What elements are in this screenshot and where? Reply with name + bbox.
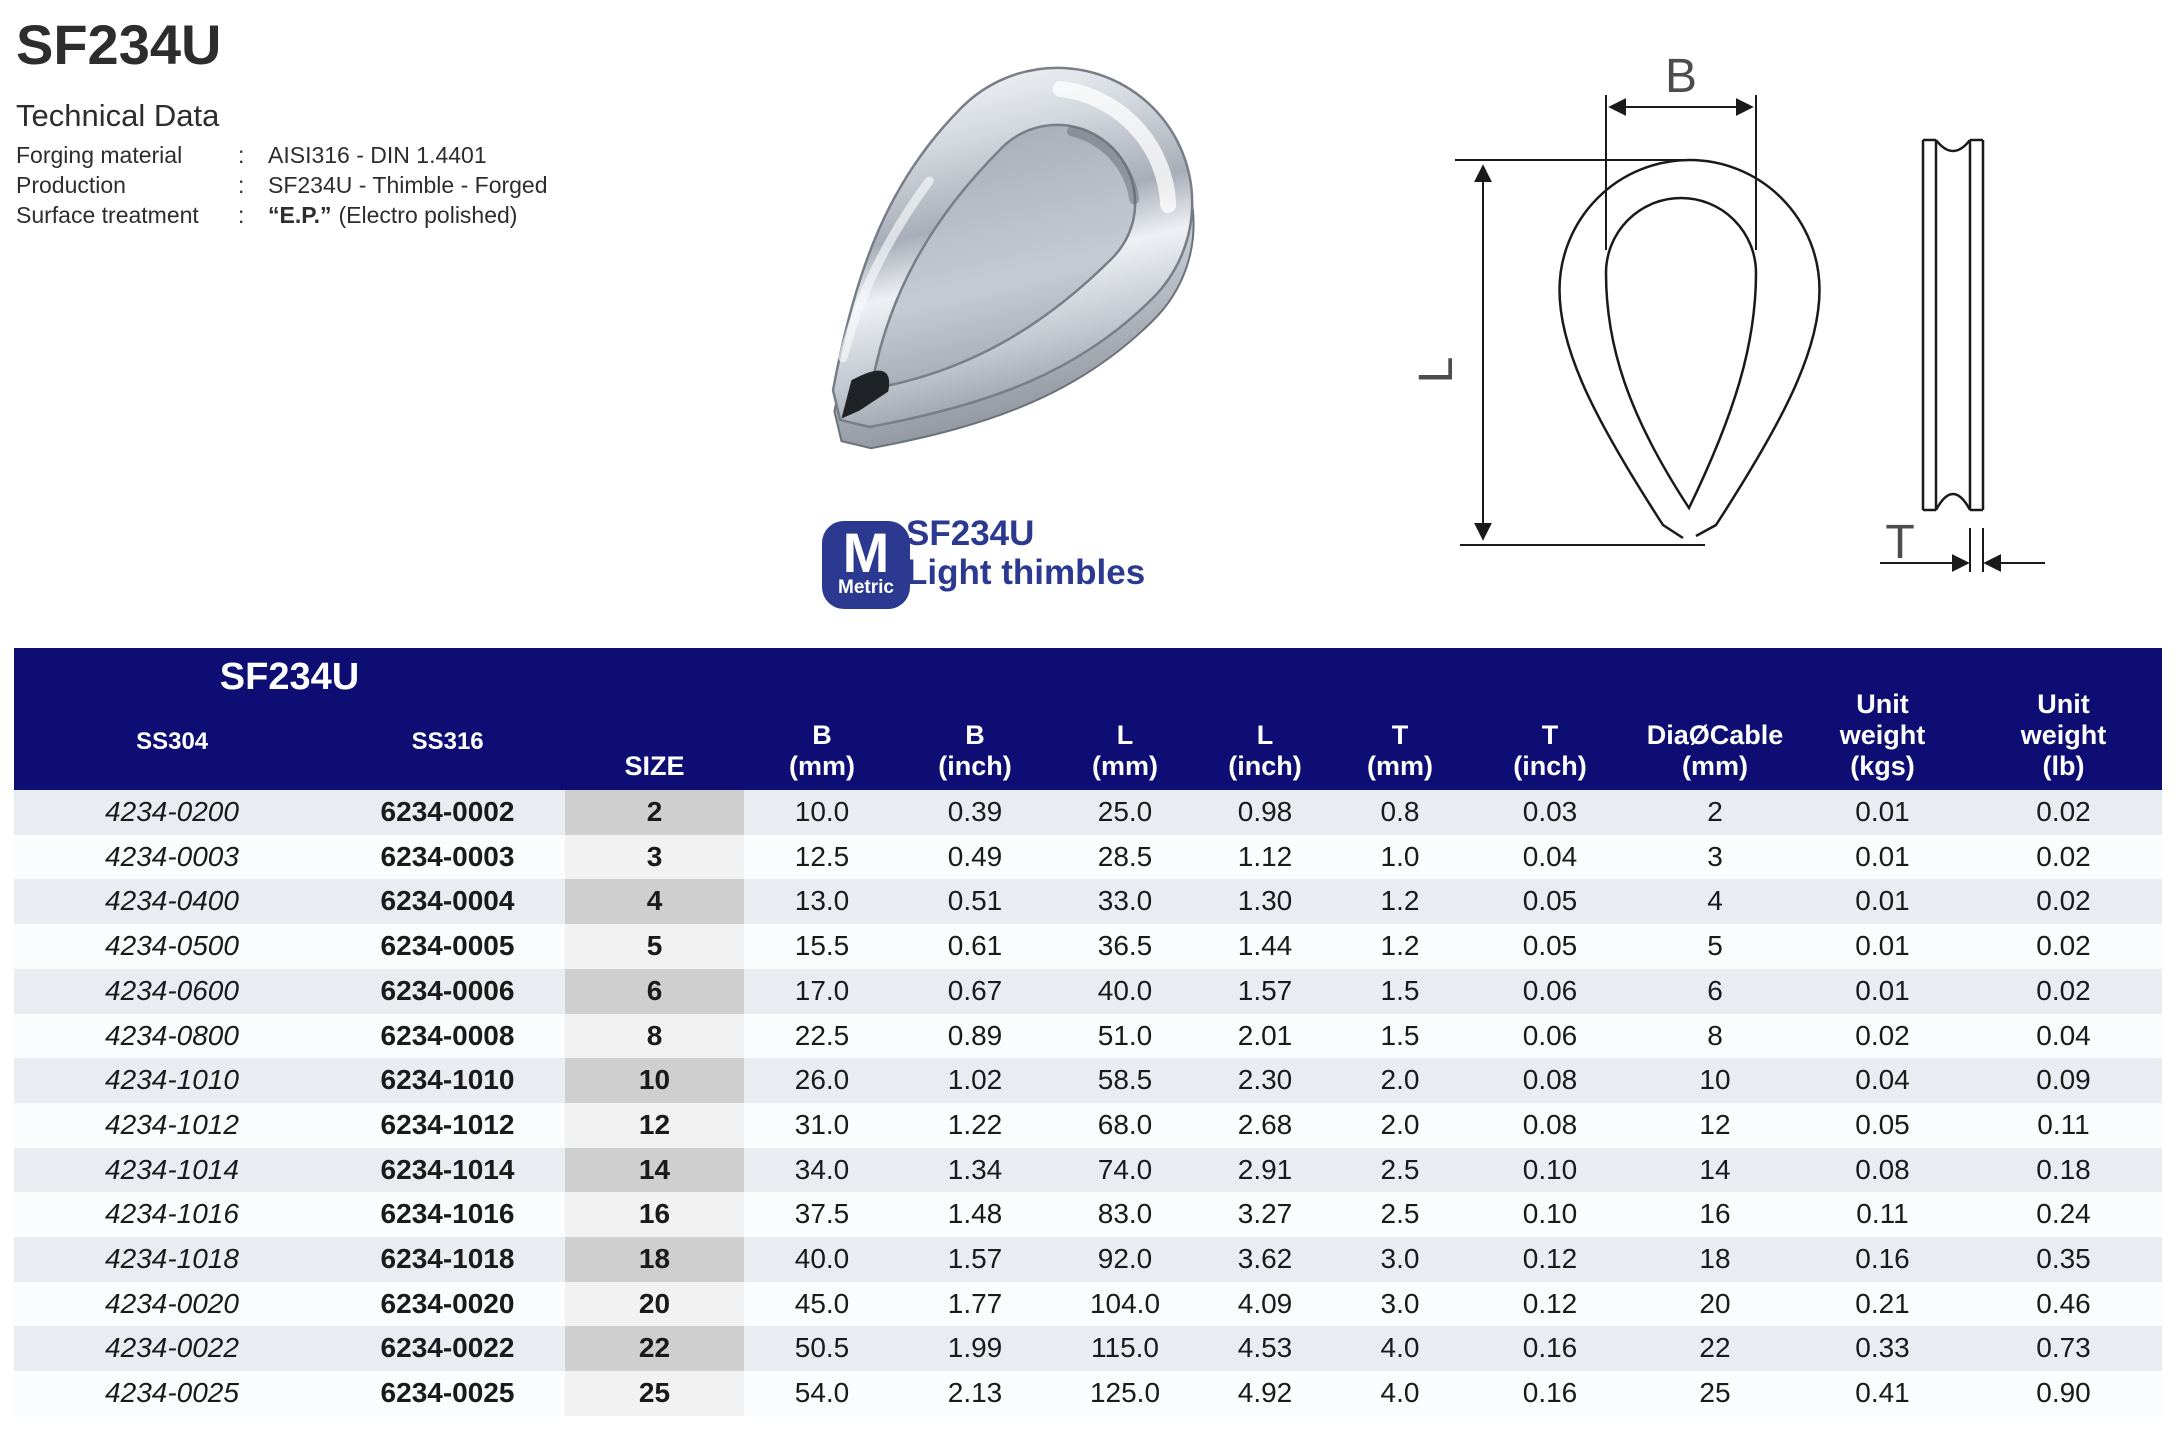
col-header-line: (inch) (1228, 751, 1302, 781)
cell-l_mm: 58.5 (1050, 1058, 1200, 1103)
cell-unit_weight_kgs: 0.04 (1800, 1058, 1965, 1103)
cell-t_mm: 3.0 (1330, 1237, 1470, 1282)
cell-unit_weight_lb: 0.02 (1965, 790, 2162, 835)
cell-size: 3 (565, 835, 744, 880)
spec-label: Surface treatment (16, 202, 199, 228)
cell-t_mm: 2.5 (1330, 1148, 1470, 1193)
cell-unit_weight_lb: 0.46 (1965, 1282, 2162, 1327)
cell-b_inch: 0.89 (900, 1014, 1050, 1059)
spec-row-forging-material (16, 140, 548, 170)
cell-b_mm: 34.0 (744, 1148, 900, 1193)
spec-value (268, 200, 517, 230)
profile-groove-top (1936, 140, 1970, 151)
cell-b_mm: 15.5 (744, 924, 900, 969)
cell-b_inch: 1.99 (900, 1326, 1050, 1371)
cell-b_mm: 22.5 (744, 1014, 900, 1059)
section-title: Technical Data (16, 98, 220, 133)
cell-ss316: 6234-1016 (330, 1192, 565, 1237)
spec-value (268, 140, 487, 170)
cell-dia_cable_mm: 16 (1630, 1192, 1800, 1237)
cell-unit_weight_kgs: 0.01 (1800, 924, 1965, 969)
cell-unit_weight_kgs: 0.41 (1800, 1371, 1965, 1416)
cell-l_inch: 1.44 (1200, 924, 1330, 969)
cell-unit_weight_kgs: 0.21 (1800, 1282, 1965, 1327)
front-view-drawing (1380, 30, 1850, 620)
cell-l_inch: 1.57 (1200, 969, 1330, 1014)
cell-l_mm: 40.0 (1050, 969, 1200, 1014)
cell-ss304: 4234-0003 (14, 835, 330, 880)
cell-l_mm: 125.0 (1050, 1371, 1200, 1416)
cell-unit_weight_kgs: 0.11 (1800, 1192, 1965, 1237)
cell-ss316: 6234-0002 (330, 790, 565, 835)
table-row (14, 1282, 2162, 1327)
cell-b_mm: 12.5 (744, 835, 900, 880)
product-name: Light thimbles (906, 553, 1146, 592)
product-code-block (906, 514, 1145, 592)
col-header-t-inch (1470, 648, 1630, 790)
spec-value-rest: SF234U - Thimble - Forged (268, 172, 548, 198)
cell-size: 2 (565, 790, 744, 835)
cell-t_inch: 0.12 (1470, 1237, 1630, 1282)
cell-t_mm: 2.0 (1330, 1058, 1470, 1103)
cell-b_mm: 26.0 (744, 1058, 900, 1103)
cell-l_mm: 115.0 (1050, 1326, 1200, 1371)
col-header-line: T (1391, 720, 1409, 750)
cell-size: 5 (565, 924, 744, 969)
spec-label: Production (16, 172, 126, 198)
cell-unit_weight_lb: 0.02 (1965, 835, 2162, 880)
cell-size: 14 (565, 1148, 744, 1193)
col-header-b-inch (900, 648, 1050, 790)
cell-l_inch: 1.12 (1200, 835, 1330, 880)
cell-t_mm: 3.0 (1330, 1282, 1470, 1327)
dim-label-l: L (1410, 356, 1463, 384)
table-row (14, 1014, 2162, 1059)
col-header-line: (lb) (2042, 751, 2085, 781)
cell-unit_weight_kgs: 0.01 (1800, 835, 1965, 880)
cell-ss304: 4234-0400 (14, 879, 330, 924)
cell-dia_cable_mm: 12 (1630, 1103, 1800, 1148)
table-row (14, 924, 2162, 969)
cell-l_mm: 92.0 (1050, 1237, 1200, 1282)
cell-b_mm: 10.0 (744, 790, 900, 835)
col-header-b-mm (744, 648, 900, 790)
spec-label: Forging material (16, 142, 183, 168)
table-row (14, 1326, 2162, 1371)
cell-b_inch: 0.67 (900, 969, 1050, 1014)
cell-t_mm: 1.5 (1330, 969, 1470, 1014)
cell-t_inch: 0.16 (1470, 1326, 1630, 1371)
cell-l_mm: 25.0 (1050, 790, 1200, 835)
cell-ss316: 6234-0004 (330, 879, 565, 924)
cell-t_mm: 4.0 (1330, 1371, 1470, 1416)
cell-b_mm: 54.0 (744, 1371, 900, 1416)
cell-unit_weight_kgs: 0.02 (1800, 1014, 1965, 1059)
col-header-line: (mm) (1367, 751, 1433, 781)
table-row (14, 1058, 2162, 1103)
metric-logo-letter: M (842, 521, 890, 584)
cell-b_inch: 1.02 (900, 1058, 1050, 1103)
cell-l_inch: 3.62 (1200, 1237, 1330, 1282)
cell-unit_weight_lb: 0.02 (1965, 924, 2162, 969)
cell-l_inch: 0.98 (1200, 790, 1330, 835)
col-header-line: weight (2020, 720, 2107, 750)
spec-value-rest: (Electro polished) (338, 202, 518, 228)
col-header-line: (kgs) (1850, 751, 1915, 781)
col-header-t-mm (1330, 648, 1470, 790)
cell-b_inch: 1.22 (900, 1103, 1050, 1148)
spec-colon: : (238, 142, 245, 168)
cell-size: 12 (565, 1103, 744, 1148)
col-header-l-mm (1050, 648, 1200, 790)
cell-unit_weight_kgs: 0.05 (1800, 1103, 1965, 1148)
cell-b_inch: 1.34 (900, 1148, 1050, 1193)
spec-row-surface-treatment (16, 200, 548, 230)
cell-ss304: 4234-0025 (14, 1371, 330, 1416)
cell-l_mm: 83.0 (1050, 1192, 1200, 1237)
cell-t_mm: 0.8 (1330, 790, 1470, 835)
cell-dia_cable_mm: 22 (1630, 1326, 1800, 1371)
cell-dia_cable_mm: 5 (1630, 924, 1800, 969)
table-row (14, 1192, 2162, 1237)
cell-l_inch: 4.53 (1200, 1326, 1330, 1371)
cell-l_mm: 36.5 (1050, 924, 1200, 969)
cell-b_mm: 13.0 (744, 879, 900, 924)
dim-label-t: T (1885, 516, 1915, 569)
col-header-l-inch (1200, 648, 1330, 790)
cell-unit_weight_lb: 0.02 (1965, 879, 2162, 924)
cell-t_inch: 0.05 (1470, 924, 1630, 969)
profile-groove-bottom (1936, 494, 1970, 510)
table-row (14, 790, 2162, 835)
col-header-unit-weight-kgs (1800, 648, 1965, 790)
col-header-dia-cable (1630, 648, 1800, 790)
cell-b_inch: 0.49 (900, 835, 1050, 880)
col-header-line: weight (1839, 720, 1926, 750)
col-header-line: Unit (2037, 689, 2090, 719)
cell-unit_weight_lb: 0.02 (1965, 969, 2162, 1014)
cell-unit_weight_lb: 0.11 (1965, 1103, 2162, 1148)
col-header-unit-weight-lb (1965, 648, 2162, 790)
cell-l_mm: 74.0 (1050, 1148, 1200, 1193)
cell-t_inch: 0.10 (1470, 1192, 1630, 1237)
cell-dia_cable_mm: 2 (1630, 790, 1800, 835)
cell-b_mm: 17.0 (744, 969, 900, 1014)
cell-dia_cable_mm: 3 (1630, 835, 1800, 880)
cell-b_inch: 0.61 (900, 924, 1050, 969)
cell-ss304: 4234-1016 (14, 1192, 330, 1237)
cell-ss304: 4234-0022 (14, 1326, 330, 1371)
cell-ss316: 6234-1010 (330, 1058, 565, 1103)
cell-ss304: 4234-0800 (14, 1014, 330, 1059)
cell-ss316: 6234-0020 (330, 1282, 565, 1327)
cell-dia_cable_mm: 14 (1630, 1148, 1800, 1193)
col-header-line: L (1256, 720, 1274, 750)
cell-ss316: 6234-0025 (330, 1371, 565, 1416)
cell-unit_weight_lb: 0.24 (1965, 1192, 2162, 1237)
col-header-ss316: SS316 (411, 728, 484, 755)
cell-ss316: 6234-0022 (330, 1326, 565, 1371)
cell-unit_weight_lb: 0.35 (1965, 1237, 2162, 1282)
table-row (14, 879, 2162, 924)
cell-ss304: 4234-0200 (14, 790, 330, 835)
product-code: SF234U (906, 514, 1035, 553)
col-header-ss304: SS304 (136, 728, 209, 755)
header-group-part-numbers (14, 648, 565, 790)
cell-unit_weight_kgs: 0.16 (1800, 1237, 1965, 1282)
cell-ss304: 4234-1010 (14, 1058, 330, 1103)
cell-l_inch: 4.92 (1200, 1371, 1330, 1416)
metric-logo (822, 521, 910, 609)
table-row (14, 1371, 2162, 1416)
cell-t_inch: 0.12 (1470, 1282, 1630, 1327)
cell-ss316: 6234-0006 (330, 969, 565, 1014)
cell-b_mm: 31.0 (744, 1103, 900, 1148)
table-row (14, 835, 2162, 880)
cell-size: 6 (565, 969, 744, 1014)
cell-unit_weight_lb: 0.18 (1965, 1148, 2162, 1193)
cell-b_inch: 1.57 (900, 1237, 1050, 1282)
cell-t_inch: 0.08 (1470, 1103, 1630, 1148)
cell-b_inch: 1.48 (900, 1192, 1050, 1237)
cell-l_mm: 33.0 (1050, 879, 1200, 924)
datasheet-table (14, 648, 2162, 1416)
cell-dia_cable_mm: 4 (1630, 879, 1800, 924)
col-header-line: (mm) (1682, 751, 1748, 781)
cell-unit_weight_kgs: 0.33 (1800, 1326, 1965, 1371)
cell-size: 4 (565, 879, 744, 924)
cell-b_inch: 1.77 (900, 1282, 1050, 1327)
cell-ss316: 6234-0005 (330, 924, 565, 969)
cell-unit_weight_kgs: 0.01 (1800, 879, 1965, 924)
cell-t_inch: 0.08 (1470, 1058, 1630, 1103)
cell-unit_weight_kgs: 0.01 (1800, 969, 1965, 1014)
table-row (14, 1237, 2162, 1282)
cell-t_mm: 1.0 (1330, 835, 1470, 880)
cell-l_inch: 2.30 (1200, 1058, 1330, 1103)
cell-b_mm: 45.0 (744, 1282, 900, 1327)
metric-logo-label: Metric (838, 577, 894, 598)
cell-b_mm: 50.5 (744, 1326, 900, 1371)
cell-size: 20 (565, 1282, 744, 1327)
cell-l_inch: 3.27 (1200, 1192, 1330, 1237)
spec-value-rest: AISI316 - DIN 1.4401 (268, 142, 487, 168)
spec-value (268, 170, 548, 200)
cell-ss316: 6234-0008 (330, 1014, 565, 1059)
drawing-outer-outline (1560, 160, 1820, 538)
cell-dia_cable_mm: 10 (1630, 1058, 1800, 1103)
spec-colon: : (238, 202, 245, 228)
cell-ss316: 6234-1014 (330, 1148, 565, 1193)
table-row (14, 969, 2162, 1014)
drawing-inner-outline (1606, 198, 1756, 508)
cell-ss304: 4234-0500 (14, 924, 330, 969)
col-header-line: (inch) (938, 751, 1012, 781)
cell-l_mm: 104.0 (1050, 1282, 1200, 1327)
cell-size: 8 (565, 1014, 744, 1059)
cell-dia_cable_mm: 20 (1630, 1282, 1800, 1327)
cell-ss316: 6234-1018 (330, 1237, 565, 1282)
cell-unit_weight_lb: 0.90 (1965, 1371, 2162, 1416)
cell-t_inch: 0.16 (1470, 1371, 1630, 1416)
cell-size: 25 (565, 1371, 744, 1416)
cell-size: 16 (565, 1192, 744, 1237)
cell-size: 22 (565, 1326, 744, 1371)
cell-l_mm: 68.0 (1050, 1103, 1200, 1148)
col-header-line: (inch) (1513, 751, 1587, 781)
spec-row-production (16, 170, 548, 200)
cell-l_inch: 4.09 (1200, 1282, 1330, 1327)
table-header-row (14, 648, 2162, 790)
spec-colon: : (238, 172, 245, 198)
cell-ss304: 4234-0020 (14, 1282, 330, 1327)
cell-b_inch: 2.13 (900, 1371, 1050, 1416)
col-header-line: T (1541, 720, 1559, 750)
cell-t_mm: 2.5 (1330, 1192, 1470, 1237)
cell-t_mm: 4.0 (1330, 1326, 1470, 1371)
col-header-line: (mm) (789, 751, 855, 781)
cell-ss304: 4234-1014 (14, 1148, 330, 1193)
table-row (14, 1148, 2162, 1193)
cell-l_inch: 2.01 (1200, 1014, 1330, 1059)
col-header-line: DiaØCable (1646, 720, 1784, 750)
cell-l_mm: 51.0 (1050, 1014, 1200, 1059)
cell-t_inch: 0.10 (1470, 1148, 1630, 1193)
dim-label-b: B (1664, 50, 1698, 103)
cell-unit_weight_kgs: 0.01 (1800, 790, 1965, 835)
cell-t_inch: 0.06 (1470, 969, 1630, 1014)
col-header-line: B (965, 720, 985, 750)
side-view-drawing (1860, 60, 2120, 640)
cell-unit_weight_lb: 0.73 (1965, 1326, 2162, 1371)
cell-l_inch: 2.68 (1200, 1103, 1330, 1148)
product-photo-thimble (700, 45, 1280, 515)
thimble-render (735, 45, 1260, 515)
cell-dia_cable_mm: 8 (1630, 1014, 1800, 1059)
cell-t_mm: 1.2 (1330, 879, 1470, 924)
spec-value-bold: “E.P.” (268, 202, 332, 228)
cell-unit_weight_lb: 0.04 (1965, 1014, 2162, 1059)
cell-b_inch: 0.51 (900, 879, 1050, 924)
cell-unit_weight_lb: 0.09 (1965, 1058, 2162, 1103)
col-header-line: B (812, 720, 832, 750)
cell-dia_cable_mm: 25 (1630, 1371, 1800, 1416)
cell-size: 18 (565, 1237, 744, 1282)
cell-ss316: 6234-1012 (330, 1103, 565, 1148)
cell-ss304: 4234-1012 (14, 1103, 330, 1148)
cell-t_inch: 0.05 (1470, 879, 1630, 924)
cell-b_inch: 0.39 (900, 790, 1050, 835)
cell-ss304: 4234-1018 (14, 1237, 330, 1282)
table-body (14, 790, 2162, 1416)
spec-list (16, 140, 548, 230)
cell-t_mm: 1.2 (1330, 924, 1470, 969)
cell-size: 10 (565, 1058, 744, 1103)
table-header (14, 648, 2162, 790)
page-title: SF234U (16, 13, 222, 76)
cell-dia_cable_mm: 6 (1630, 969, 1800, 1014)
table-title: SF234U (219, 656, 360, 698)
cell-ss316: 6234-0003 (330, 835, 565, 880)
cell-t_inch: 0.03 (1470, 790, 1630, 835)
col-header-line: (mm) (1092, 751, 1158, 781)
cell-l_inch: 2.91 (1200, 1148, 1330, 1193)
cell-t_inch: 0.04 (1470, 835, 1630, 880)
cell-b_mm: 40.0 (744, 1237, 900, 1282)
cell-t_mm: 2.0 (1330, 1103, 1470, 1148)
col-header-size: SIZE (565, 648, 744, 790)
cell-t_inch: 0.06 (1470, 1014, 1630, 1059)
cell-ss304: 4234-0600 (14, 969, 330, 1014)
cell-unit_weight_kgs: 0.08 (1800, 1148, 1965, 1193)
cell-dia_cable_mm: 18 (1630, 1237, 1800, 1282)
cell-l_inch: 1.30 (1200, 879, 1330, 924)
table-row (14, 1103, 2162, 1148)
cell-t_mm: 1.5 (1330, 1014, 1470, 1059)
col-header-line: L (1116, 720, 1134, 750)
col-header-line: Unit (1856, 689, 1909, 719)
cell-l_mm: 28.5 (1050, 835, 1200, 880)
cell-b_mm: 37.5 (744, 1192, 900, 1237)
